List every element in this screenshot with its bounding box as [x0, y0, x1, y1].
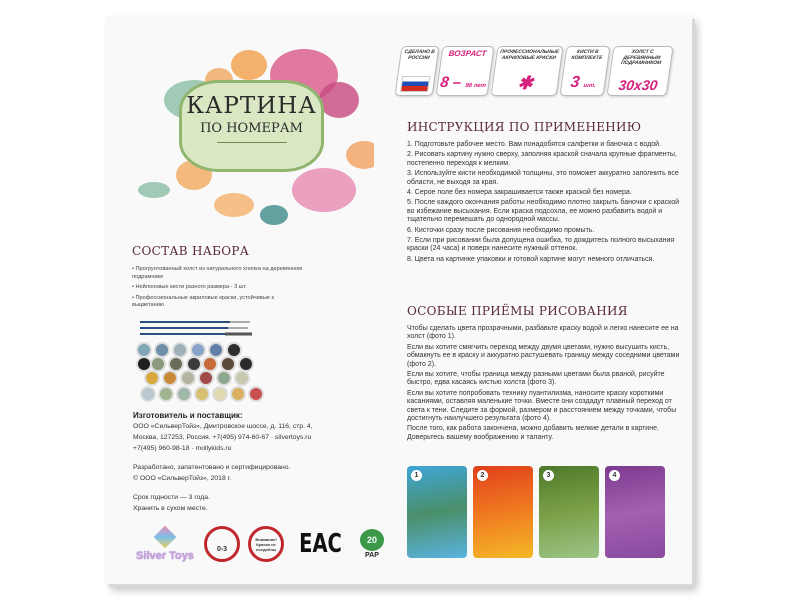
box-back-panel — [106, 16, 692, 584]
badge-label: ХОЛСТ С ДЕРЕВЯННЫМ ПОДРАМНИКОМ — [620, 49, 662, 66]
badge-value: 8 – — [439, 74, 463, 91]
badge-sub: 98 лет — [464, 83, 487, 89]
photo-number: 3 — [543, 470, 554, 481]
instructions-item: 2. Рисовать картину нужно сверху, заполняя краской сначала крупные фрагменты, постепенно переходя к мелким. — [407, 151, 677, 167]
badge-brushes-value — [569, 74, 597, 92]
instructions-title: ИНСТРУКЦИЯ ПО ПРИМЕНЕНИЮ — [407, 120, 642, 134]
photo-number: 4 — [609, 470, 620, 481]
instructions-item: 6. Кисточки сразу после рисования необходимо промыть. — [407, 226, 595, 234]
paint-jar — [144, 370, 160, 386]
badge-sub: шт. — [583, 83, 597, 89]
storage-line: Срок годности — 3 года. — [133, 494, 210, 501]
techniques-item: Если вы хотите смягчить переход между двумя цветами, нужно высушить кисть, обмакнуть ее в краску и аккуратно растушевать границу между соседними цветами (фото 2). — [407, 343, 680, 368]
paint-jar — [248, 386, 264, 402]
ornament-divider — [217, 142, 287, 143]
recycle-icon — [357, 529, 387, 560]
maker-line: +7(495) 960-98-18 · mollykids.ru — [133, 445, 232, 452]
brushes-icon — [140, 318, 260, 340]
badge-made-in-russia — [394, 46, 439, 96]
kit-item: • Профессиональные акриловые краски, устойчивые к выцветанию — [132, 294, 274, 308]
maker-line: ООО «СильверТойз», Дмитровское шоссе, д. 116, стр. 4, — [133, 423, 313, 430]
cube-icon — [154, 525, 177, 548]
recycle-number: 20 — [360, 529, 384, 551]
badge-acrylic-paints — [490, 46, 563, 96]
techniques-title: ОСОБЫЕ ПРИЁМЫ РИСОВАНИЯ — [407, 304, 628, 318]
eac-mark-icon: ЕАС — [299, 529, 342, 559]
kit-item-text: Прогрунтованный холст из натурального хлопка на деревянном подрамнике — [132, 266, 302, 280]
floral-logo — [134, 30, 374, 230]
paint-jar — [176, 386, 192, 402]
paint-jar — [140, 386, 156, 402]
maker-title: Изготовитель и поставщик: — [133, 411, 243, 420]
instructions-item: 4. Серое поле без номера закрашивается также краской без номера. — [407, 189, 632, 197]
kit-list — [132, 266, 302, 310]
kit-item-text: Профессиональные акриловые краски, устойчивые к выцветанию — [132, 294, 274, 308]
paint-jars — [136, 342, 266, 404]
title-plaque — [179, 80, 324, 172]
badge-age — [435, 46, 494, 96]
techniques-section — [407, 304, 682, 444]
paint-jar — [198, 370, 214, 386]
badge-value: 3 — [569, 74, 581, 91]
instructions-item: 7. Если при рисовании была допущена ошибка, то дождитесь полного высыхания краски (24 часа) и поверх нанесите нужный оттенок. — [407, 237, 675, 253]
badge-label: СДЕЛАНО В РОССИИ — [404, 49, 436, 61]
techniques-list — [407, 325, 682, 442]
kit-item-text: Нейлоновые кисти разного размера - 3 шт. — [135, 284, 247, 290]
badge-brushes — [559, 46, 610, 96]
paint-jar — [194, 386, 210, 402]
kit-item: • Нейлоновые кисти разного размера - 3 шт. — [132, 284, 247, 290]
paint-jar — [158, 386, 174, 402]
instructions-item: 1. Подготовьте рабочее место. Вам понадобятся салфетки и баночка с водой. — [407, 141, 661, 148]
paint-jar — [180, 370, 196, 386]
brand-text: Silver Toys — [136, 549, 194, 562]
age-mark: 0-3 — [216, 546, 228, 553]
technique-photo — [407, 466, 467, 558]
photo-number: 1 — [411, 470, 422, 481]
technique-photo — [605, 466, 665, 558]
kit-item: • Прогрунтованный холст из натурального хлопка на деревянном подрамнике — [132, 266, 302, 280]
warning-text: Внимание! Краски не съедобны — [255, 536, 277, 552]
maker-section — [133, 410, 398, 514]
technique-photo — [539, 466, 599, 558]
instructions-item: 3. Используйте кисти необходимой толщины, это поможет аккуратно заполнить все области, не выходя за края. — [407, 170, 679, 186]
maker-line: Москва, 127253, Россия. +7(495) 974-60-67 · silvertoys.ru — [133, 434, 312, 441]
badge-label: КИСТИ В КОМПЛЕКТЕ — [570, 49, 603, 61]
badge-age-value — [439, 74, 488, 92]
rights-line: Разработано, запатентовано и сертифицировано. — [133, 464, 291, 471]
silver-toys-logo — [134, 527, 196, 562]
badge-label: ПРОФЕССИОНАЛЬНЫЕ АКРИЛОВЫЕ КРАСКИ — [499, 49, 560, 61]
techniques-item: Чтобы сделать цвета прозрачными, разбавьте краску водой и легко нанесите ее на холст (фото 1). — [407, 325, 679, 341]
paint-jar — [162, 370, 178, 386]
age-restriction-icon — [204, 526, 240, 562]
recycle-code: PAP — [365, 551, 379, 559]
certification-icons — [134, 526, 387, 562]
storage-line: Хранить в сухом месте. — [133, 505, 208, 512]
paint-jar — [234, 370, 250, 386]
badge-value: 30x30 — [617, 77, 659, 93]
paint-jar — [216, 370, 232, 386]
russia-flag-icon — [400, 76, 430, 92]
badge-canvas-size — [606, 46, 673, 96]
paint-jar — [212, 386, 228, 402]
feature-badges — [398, 46, 688, 96]
techniques-item: Если вы хотите попробовать технику пуантилизма, наносите краску короткими касаниями, оставляя маленькие точки. Вместе они создадут плавный переход от света к тени. Следите за формой, размером и расстоянием между точками, чтобы достигнуть наилучшего результата (фото 4). — [407, 389, 677, 423]
techniques-item: Если вы хотите, чтобы граница между разными цветами была рваной, рисуйте быстро, едва касаясь кистью холста (фото 3). — [407, 371, 665, 387]
instructions-item: 8. Цвета на картинке упаковки и готовой картине могут немного отличаться. — [407, 255, 655, 263]
instructions-list — [407, 141, 682, 264]
kit-title: СОСТАВ НАБОРА — [132, 244, 250, 258]
not-edible-warning-icon — [248, 526, 284, 562]
kit-section — [132, 244, 302, 310]
technique-photo — [473, 466, 533, 558]
badge-label: ВОЗРАСТ — [448, 49, 487, 58]
title-line-1: КАРТИНА — [186, 93, 317, 119]
techniques-item: После того, как работа закончена, можно добавить мелкие детали в картине. Доверьтесь вашему воображению и таланту. — [407, 425, 659, 441]
technique-photos — [407, 466, 665, 558]
rights-line: © ООО «СильверТойз», 2018 г. — [133, 475, 232, 482]
instructions-section — [407, 120, 682, 266]
instructions-item: 5. После каждого окончания работы необходимо плотно закрыть баночки с краской во избежание высыхания. Если краска подсохла, ее можно разбавить водой и тщательно перемешать до однородной массы. — [407, 199, 680, 224]
paint-splash-icon: ✱ — [516, 73, 535, 93]
title-line-2: ПО НОМЕРАМ — [200, 121, 303, 136]
photo-number: 2 — [477, 470, 488, 481]
paint-jar — [230, 386, 246, 402]
